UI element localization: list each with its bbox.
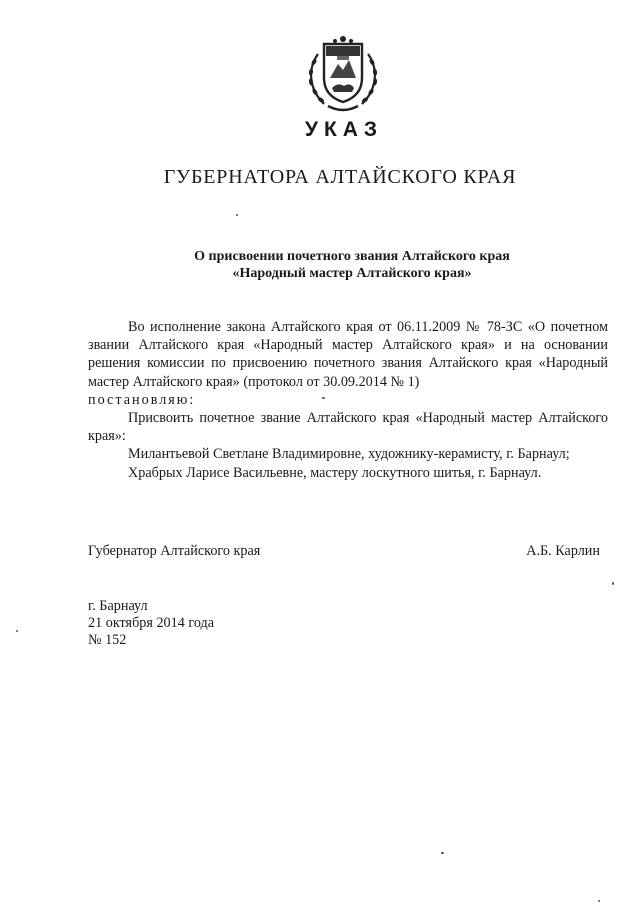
- body-decree-word: постановляю:: [88, 391, 196, 408]
- document-date: 21 октября 2014 года: [88, 615, 215, 631]
- scan-speck: [16, 630, 18, 632]
- body-paragraph-award: Присвоить почетное звание Алтайского края «Народный мастер Алтайского края»:: [88, 410, 608, 445]
- signatory-name: А.Б. Карлин: [526, 543, 600, 559]
- signature-block: [88, 543, 608, 560]
- document-issuer-title: ГУБЕРНАТОРА АЛТАЙСКОГО КРАЯ: [163, 166, 517, 188]
- scan-speck: [236, 214, 238, 216]
- document-details: [88, 598, 214, 649]
- scan-speck: [612, 582, 614, 585]
- scan-speck: [322, 397, 325, 399]
- scan-speck: [598, 900, 600, 902]
- decree-body: [88, 318, 608, 482]
- document-number: № 152: [88, 632, 127, 648]
- body-paragraph-recipient-1: Милантьевой Светлане Владимировне, художнику-керамисту, г. Барнаул;: [128, 446, 570, 463]
- decree-subject: [0, 248, 640, 282]
- signatory-position: Губернатор Алтайского края: [88, 543, 261, 559]
- decree-subject-line-2: «Народный мастер Алтайского края»: [232, 266, 472, 281]
- scan-speck: [441, 852, 444, 854]
- altai-coat-of-arms-icon: [304, 30, 382, 116]
- document-city: г. Барнаул: [88, 598, 148, 614]
- decree-subject-line-1: О присвоении почетного звания Алтайского края: [194, 249, 510, 264]
- body-paragraph-preamble: Во исполнение закона Алтайского края от 06.11.2009 № 78-ЗС «О почетном звании Алтайского края «Народный мастер Алтайского края» и на основании решения комиссии по присвоению почетного звания Алтайского края «Народный мастер Алтайского края» (протокол от 30.09.2014 № 1): [88, 319, 608, 390]
- document-type-title: УКАЗ: [304, 118, 384, 141]
- body-paragraph-recipient-2: Храбрых Ларисе Васильевне, мастеру лоскутного шитья, г. Барнаул.: [128, 464, 542, 481]
